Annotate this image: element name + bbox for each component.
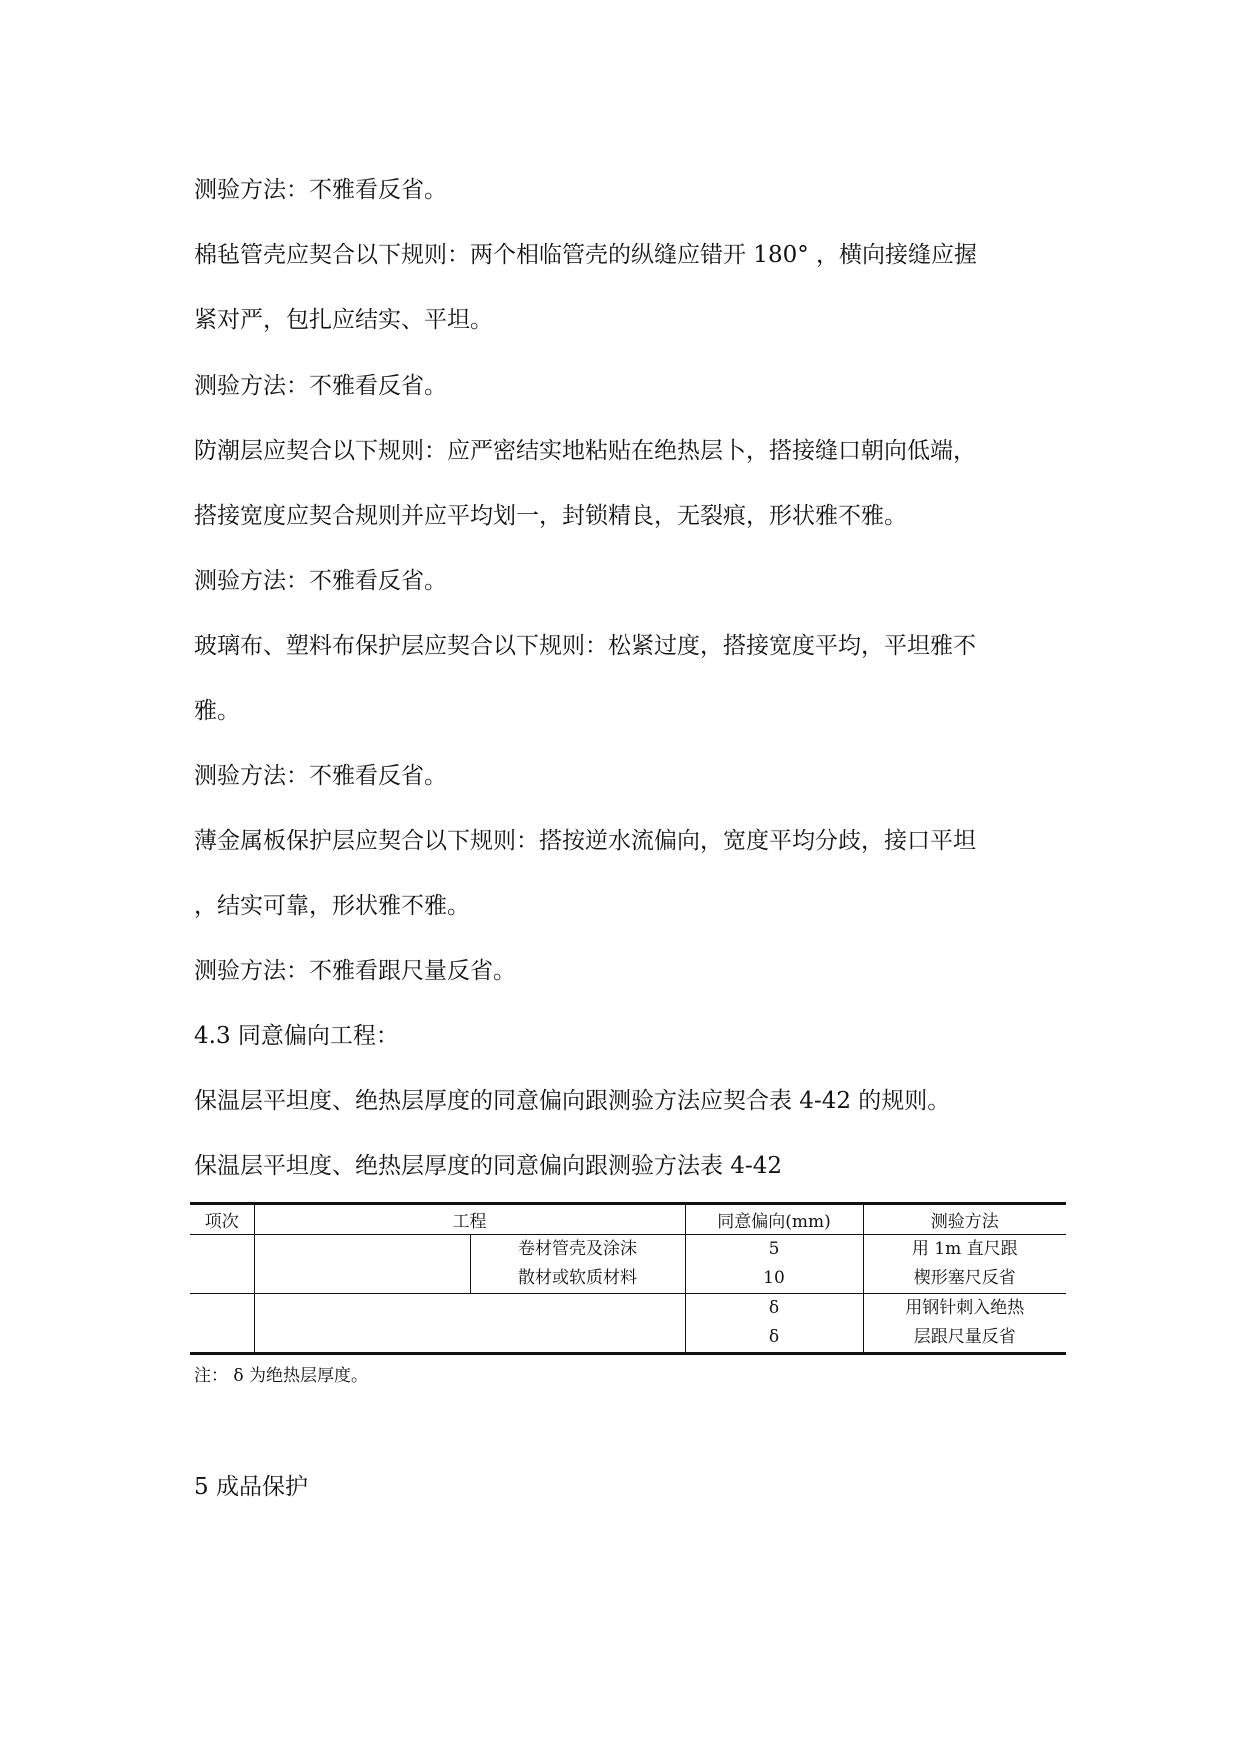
row-index — [190, 1235, 254, 1294]
paragraph: 测验方法：不雅看反省。 — [194, 177, 447, 203]
tolerance-table — [190, 1202, 1066, 1355]
header-index: 项次 — [190, 1204, 254, 1235]
table-caption: 保温层平坦度、绝热层厚度的同意偏向跟测验方法表 4-42 — [194, 1153, 782, 1179]
table-row — [190, 1294, 1066, 1354]
paragraph: 防潮层应契合以下规则：应严密结实地粘贴在绝热层卜，搭接缝口朝向低端， — [194, 438, 976, 464]
row-group — [254, 1235, 470, 1294]
row-method — [863, 1235, 1066, 1294]
row-tolerances — [685, 1294, 863, 1354]
paragraph: 搭接宽度应契合规则并应平均划一，封锁精良，无裂痕，形状雅不雅。 — [194, 503, 907, 529]
paragraph: 雅。 — [194, 698, 240, 724]
paragraph: 测验方法：不雅看跟尺量反省。 — [194, 958, 516, 984]
item-label: 散材或软质材料 — [518, 1268, 637, 1288]
tolerance-value: 10 — [763, 1268, 785, 1288]
row-index — [190, 1294, 254, 1354]
paragraph: ，结实可靠，形状雅不雅。 — [194, 893, 470, 919]
paragraph: 测验方法：不雅看反省。 — [194, 373, 447, 399]
row-tolerances — [685, 1235, 863, 1294]
row-method — [863, 1294, 1066, 1354]
method-text: 用 1m 直尺跟 — [911, 1239, 1018, 1259]
tolerance-value: δ — [768, 1327, 780, 1347]
tolerance-value: δ — [768, 1298, 780, 1318]
section-heading: 5 成品保护 — [194, 1474, 308, 1500]
paragraph: 棉毡管壳应契合以下规则：两个相临管壳的纵缝应错开 180° ，横向接缝应握 — [194, 242, 978, 268]
method-text: 层跟尺量反省 — [913, 1327, 1016, 1347]
row-items — [470, 1235, 685, 1294]
method-text: 楔形塞尺反省 — [913, 1268, 1016, 1288]
method-text: 用钢针刺入绝热 — [905, 1298, 1025, 1318]
header-tolerance: 同意偏向(mm) — [685, 1204, 863, 1235]
header-method: 测验方法 — [863, 1204, 1066, 1235]
paragraph: 玻璃布、塑料布保护层应契合以下规则：松紧过度，搭接宽度平均，平坦雅不 — [194, 633, 976, 659]
paragraph: 紧对严，包扎应结实、平坦。 — [194, 307, 493, 333]
table-note: 注： δ 为绝热层厚度。 — [194, 1366, 369, 1386]
tolerance-value: 5 — [768, 1239, 780, 1259]
paragraph: 测验方法：不雅看反省。 — [194, 763, 447, 789]
table-row — [190, 1235, 1066, 1294]
row-item — [254, 1294, 685, 1354]
paragraph: 薄金属板保护层应契合以下规则：搭按逆水流偏向，宽度平均分歧，接口平坦 — [194, 828, 976, 854]
section-heading: 4.3 同意偏向工程： — [194, 1023, 399, 1049]
paragraph: 保温层平坦度、绝热层厚度的同意偏向跟测验方法应契合表 4-42 的规则。 — [194, 1088, 951, 1114]
item-label: 卷材管壳及涂沫 — [518, 1239, 637, 1259]
paragraph: 测验方法：不雅看反省。 — [194, 568, 447, 594]
table-header-row — [190, 1204, 1066, 1235]
header-item: 工程 — [254, 1204, 685, 1235]
